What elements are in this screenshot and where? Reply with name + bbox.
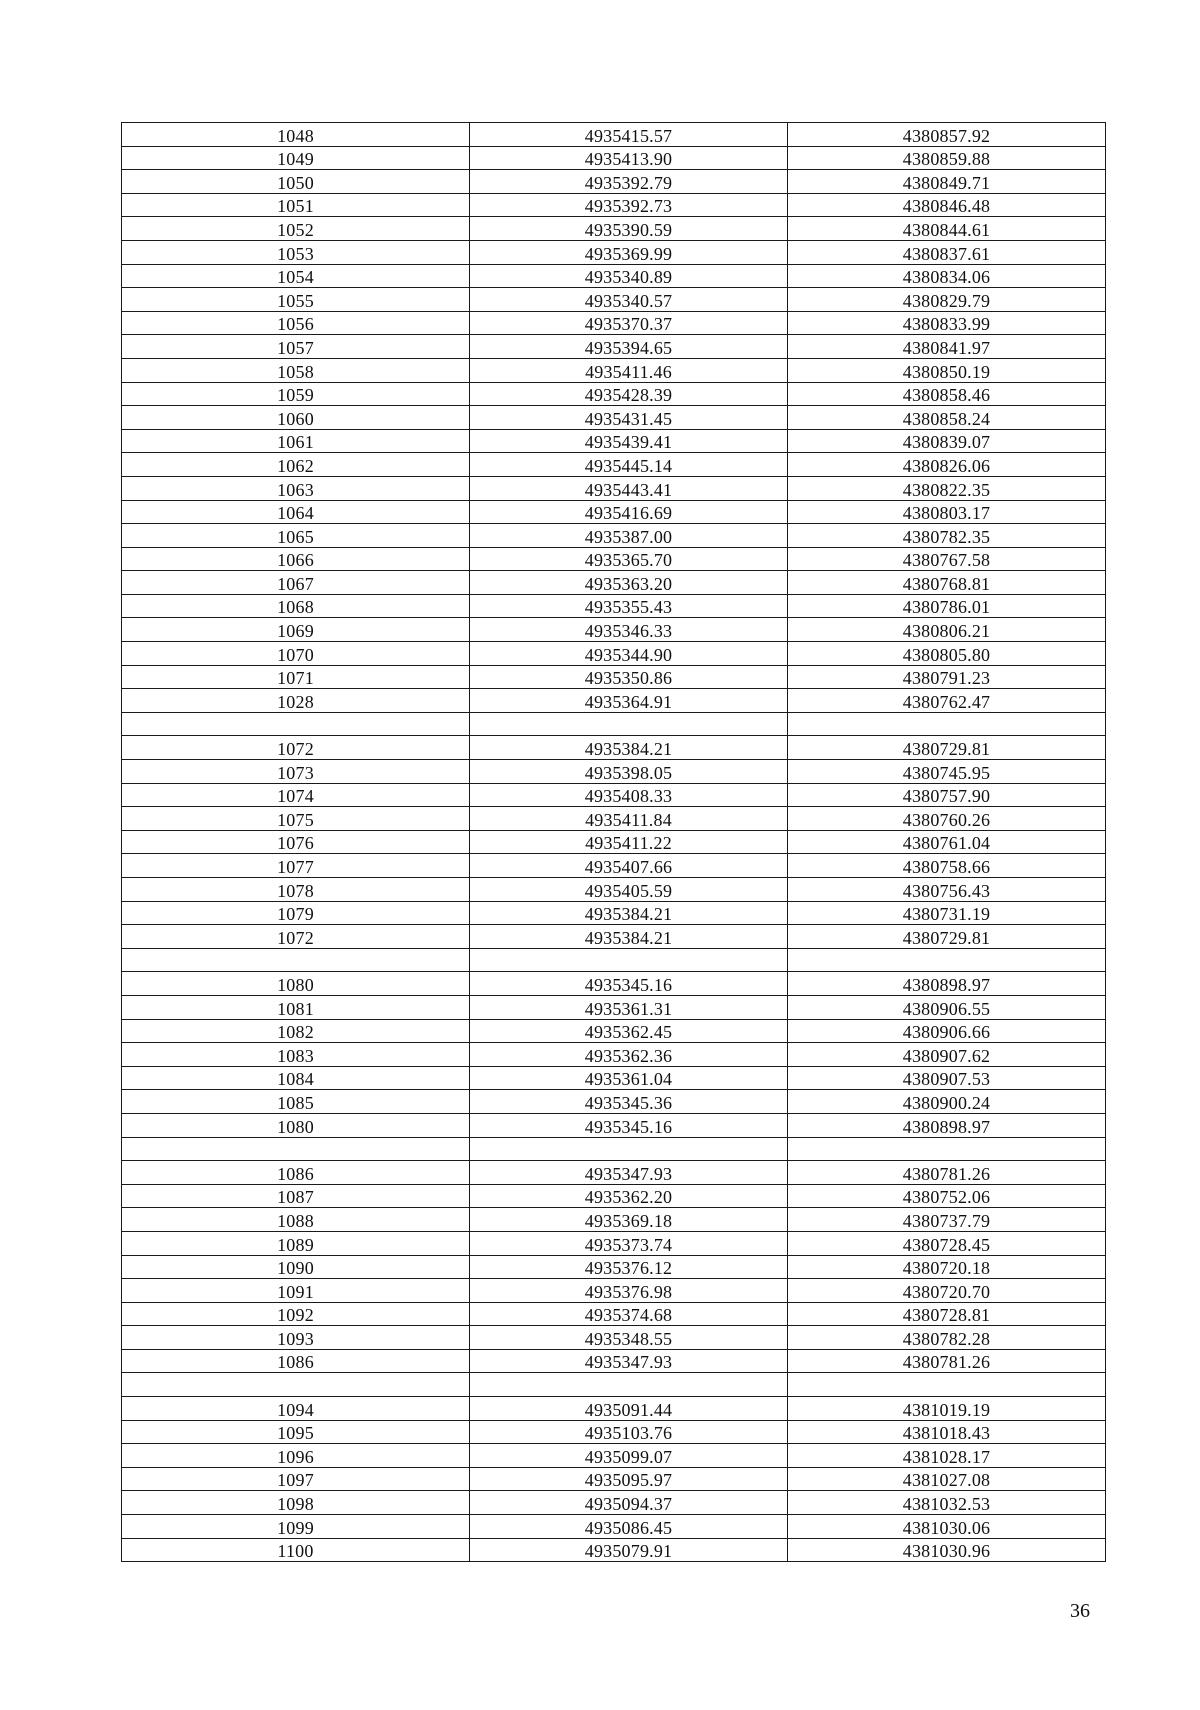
y-coordinate-cell: 4380858.24 — [788, 406, 1106, 430]
y-coordinate-cell: 4380782.35 — [788, 524, 1106, 548]
table-row — [122, 1326, 1106, 1350]
y-coordinate-cell: 4381028.17 — [788, 1444, 1106, 1468]
x-coordinate-cell: 4935345.16 — [470, 972, 788, 996]
y-coordinate-cell: 4380906.66 — [788, 1019, 1106, 1043]
x-coordinate-cell: 4935091.44 — [470, 1397, 788, 1421]
y-coordinate-cell: 4380805.80 — [788, 642, 1106, 666]
point-number-cell: 1080 — [122, 972, 470, 996]
x-coordinate-cell: 4935365.70 — [470, 547, 788, 571]
y-coordinate-cell: 4380803.17 — [788, 500, 1106, 524]
table-row — [122, 524, 1106, 548]
x-coordinate-cell: 4935095.97 — [470, 1467, 788, 1491]
y-coordinate-cell: 4380850.19 — [788, 358, 1106, 382]
y-coordinate-cell: 4380858.46 — [788, 382, 1106, 406]
point-number-cell: 1062 — [122, 453, 470, 477]
y-coordinate-cell: 4380786.01 — [788, 594, 1106, 618]
y-coordinate-cell: 4380829.79 — [788, 288, 1106, 312]
point-number-cell: 1066 — [122, 547, 470, 571]
y-coordinate-cell: 4380761.04 — [788, 830, 1106, 854]
y-coordinate-cell: 4380839.07 — [788, 429, 1106, 453]
x-coordinate-cell: 4935345.36 — [470, 1090, 788, 1114]
y-coordinate-cell: 4380745.95 — [788, 760, 1106, 784]
table-row — [122, 240, 1106, 264]
y-coordinate-cell: 4380833.99 — [788, 311, 1106, 335]
x-coordinate-cell: 4935439.41 — [470, 429, 788, 453]
point-number-cell: 1089 — [122, 1231, 470, 1255]
x-coordinate-cell: 4935345.16 — [470, 1113, 788, 1137]
point-number-cell: 1090 — [122, 1255, 470, 1279]
point-number-cell: 1064 — [122, 500, 470, 524]
y-coordinate-cell: 4380720.70 — [788, 1279, 1106, 1303]
point-number-cell: 1054 — [122, 264, 470, 288]
table-row — [122, 1255, 1106, 1279]
table-row — [122, 665, 1106, 689]
x-coordinate-cell: 4935362.20 — [470, 1184, 788, 1208]
table-row — [122, 170, 1106, 194]
x-coordinate-cell: 4935416.69 — [470, 500, 788, 524]
point-number-cell: 1072 — [122, 925, 470, 949]
point-number-cell: 1072 — [122, 736, 470, 760]
point-number-cell: 1081 — [122, 995, 470, 1019]
x-coordinate-cell: 4935398.05 — [470, 760, 788, 784]
table-row — [122, 571, 1106, 595]
point-number-cell: 1061 — [122, 429, 470, 453]
x-coordinate-cell: 4935340.89 — [470, 264, 788, 288]
point-number-cell: 1096 — [122, 1444, 470, 1468]
table-row — [122, 1349, 1106, 1373]
point-number-cell: 1088 — [122, 1208, 470, 1232]
point-number-cell: 1099 — [122, 1515, 470, 1539]
y-coordinate-cell: 4380826.06 — [788, 453, 1106, 477]
point-number-cell: 1074 — [122, 783, 470, 807]
x-coordinate-cell: 4935344.90 — [470, 642, 788, 666]
table-row — [122, 1066, 1106, 1090]
y-coordinate-cell: 4380859.88 — [788, 146, 1106, 170]
x-coordinate-cell: 4935390.59 — [470, 217, 788, 241]
table-row — [122, 925, 1106, 949]
point-number-cell: 1095 — [122, 1420, 470, 1444]
y-coordinate-cell: 4380806.21 — [788, 618, 1106, 642]
x-coordinate-cell — [470, 948, 788, 972]
x-coordinate-cell: 4935411.84 — [470, 807, 788, 831]
x-coordinate-cell: 4935347.93 — [470, 1349, 788, 1373]
y-coordinate-cell: 4380728.45 — [788, 1231, 1106, 1255]
point-number-cell: 1057 — [122, 335, 470, 359]
x-coordinate-cell: 4935369.99 — [470, 240, 788, 264]
x-coordinate-cell: 4935443.41 — [470, 476, 788, 500]
table-row — [122, 618, 1106, 642]
x-coordinate-cell: 4935411.22 — [470, 830, 788, 854]
y-coordinate-cell: 4381027.08 — [788, 1467, 1106, 1491]
x-coordinate-cell: 4935361.04 — [470, 1066, 788, 1090]
table-row — [122, 217, 1106, 241]
point-number-cell: 1077 — [122, 854, 470, 878]
table-row — [122, 1420, 1106, 1444]
y-coordinate-cell: 4380837.61 — [788, 240, 1106, 264]
y-coordinate-cell: 4380782.28 — [788, 1326, 1106, 1350]
point-number-cell: 1078 — [122, 878, 470, 902]
y-coordinate-cell: 4380720.18 — [788, 1255, 1106, 1279]
table-row — [122, 193, 1106, 217]
y-coordinate-cell — [788, 712, 1106, 736]
point-number-cell: 1063 — [122, 476, 470, 500]
y-coordinate-cell: 4380841.97 — [788, 335, 1106, 359]
x-coordinate-cell: 4935363.20 — [470, 571, 788, 595]
y-coordinate-cell: 4381018.43 — [788, 1420, 1106, 1444]
x-coordinate-cell: 4935384.21 — [470, 736, 788, 760]
point-number-cell: 1084 — [122, 1066, 470, 1090]
table-row — [122, 1113, 1106, 1137]
y-coordinate-cell: 4380767.58 — [788, 547, 1106, 571]
point-number-cell: 1060 — [122, 406, 470, 430]
table-row — [122, 335, 1106, 359]
table-row — [122, 1444, 1106, 1468]
point-number-cell: 1065 — [122, 524, 470, 548]
x-coordinate-cell: 4935431.45 — [470, 406, 788, 430]
point-number-cell: 1028 — [122, 689, 470, 713]
table-row — [122, 642, 1106, 666]
point-number-cell: 1083 — [122, 1043, 470, 1067]
table-row — [122, 594, 1106, 618]
point-number-cell: 1049 — [122, 146, 470, 170]
y-coordinate-cell: 4380898.97 — [788, 1113, 1106, 1137]
point-number-cell: 1051 — [122, 193, 470, 217]
point-number-cell — [122, 1373, 470, 1397]
point-number-cell: 1091 — [122, 1279, 470, 1303]
table-separator-row — [122, 712, 1106, 736]
y-coordinate-cell: 4380781.26 — [788, 1349, 1106, 1373]
point-number-cell: 1075 — [122, 807, 470, 831]
x-coordinate-cell: 4935340.57 — [470, 288, 788, 312]
y-coordinate-cell — [788, 948, 1106, 972]
table-row — [122, 288, 1106, 312]
point-number-cell: 1086 — [122, 1349, 470, 1373]
table-row — [122, 547, 1106, 571]
x-coordinate-cell: 4935086.45 — [470, 1515, 788, 1539]
table-row — [122, 429, 1106, 453]
page-number: 36 — [1070, 1600, 1090, 1622]
point-number-cell: 1071 — [122, 665, 470, 689]
y-coordinate-cell: 4380752.06 — [788, 1184, 1106, 1208]
table-row — [122, 878, 1106, 902]
x-coordinate-cell: 4935384.21 — [470, 925, 788, 949]
table-row — [122, 1043, 1106, 1067]
y-coordinate-cell: 4380757.90 — [788, 783, 1106, 807]
x-coordinate-cell: 4935376.12 — [470, 1255, 788, 1279]
table-row — [122, 1279, 1106, 1303]
point-number-cell: 1080 — [122, 1113, 470, 1137]
table-row — [122, 453, 1106, 477]
table-row — [122, 123, 1106, 147]
point-number-cell: 1056 — [122, 311, 470, 335]
x-coordinate-cell: 4935103.76 — [470, 1420, 788, 1444]
y-coordinate-cell: 4380781.26 — [788, 1161, 1106, 1185]
point-number-cell — [122, 712, 470, 736]
x-coordinate-cell: 4935407.66 — [470, 854, 788, 878]
table-row — [122, 783, 1106, 807]
y-coordinate-cell: 4380846.48 — [788, 193, 1106, 217]
table-row — [122, 807, 1106, 831]
y-coordinate-cell: 4380834.06 — [788, 264, 1106, 288]
x-coordinate-cell: 4935411.46 — [470, 358, 788, 382]
x-coordinate-cell: 4935428.39 — [470, 382, 788, 406]
x-coordinate-cell: 4935099.07 — [470, 1444, 788, 1468]
point-number-cell: 1068 — [122, 594, 470, 618]
coordinates-table — [121, 122, 1106, 1562]
table-row — [122, 972, 1106, 996]
table-row — [122, 1208, 1106, 1232]
x-coordinate-cell: 4935394.65 — [470, 335, 788, 359]
table-row — [122, 1231, 1106, 1255]
point-number-cell: 1067 — [122, 571, 470, 595]
x-coordinate-cell: 4935405.59 — [470, 878, 788, 902]
x-coordinate-cell: 4935408.33 — [470, 783, 788, 807]
point-number-cell: 1082 — [122, 1019, 470, 1043]
y-coordinate-cell: 4380729.81 — [788, 736, 1106, 760]
x-coordinate-cell: 4935361.31 — [470, 995, 788, 1019]
y-coordinate-cell — [788, 1137, 1106, 1161]
table-row — [122, 689, 1106, 713]
x-coordinate-cell: 4935347.93 — [470, 1161, 788, 1185]
y-coordinate-cell: 4380857.92 — [788, 123, 1106, 147]
table-row — [122, 382, 1106, 406]
table-row — [122, 1491, 1106, 1515]
x-coordinate-cell: 4935094.37 — [470, 1491, 788, 1515]
point-number-cell: 1076 — [122, 830, 470, 854]
x-coordinate-cell: 4935364.91 — [470, 689, 788, 713]
y-coordinate-cell: 4380737.79 — [788, 1208, 1106, 1232]
table-row — [122, 264, 1106, 288]
table-row — [122, 1090, 1106, 1114]
point-number-cell: 1053 — [122, 240, 470, 264]
y-coordinate-cell: 4380728.81 — [788, 1302, 1106, 1326]
point-number-cell: 1079 — [122, 901, 470, 925]
table-row — [122, 358, 1106, 382]
x-coordinate-cell — [470, 712, 788, 736]
table-row — [122, 1161, 1106, 1185]
point-number-cell: 1059 — [122, 382, 470, 406]
y-coordinate-cell: 4380760.26 — [788, 807, 1106, 831]
point-number-cell: 1092 — [122, 1302, 470, 1326]
table-separator-row — [122, 948, 1106, 972]
point-number-cell: 1093 — [122, 1326, 470, 1350]
table-row — [122, 830, 1106, 854]
point-number-cell: 1052 — [122, 217, 470, 241]
y-coordinate-cell: 4380822.35 — [788, 476, 1106, 500]
x-coordinate-cell: 4935370.37 — [470, 311, 788, 335]
point-number-cell: 1048 — [122, 123, 470, 147]
y-coordinate-cell: 4380844.61 — [788, 217, 1106, 241]
x-coordinate-cell: 4935362.45 — [470, 1019, 788, 1043]
y-coordinate-cell: 4380849.71 — [788, 170, 1106, 194]
table-row — [122, 1302, 1106, 1326]
x-coordinate-cell: 4935445.14 — [470, 453, 788, 477]
x-coordinate-cell: 4935373.74 — [470, 1231, 788, 1255]
point-number-cell: 1100 — [122, 1538, 470, 1562]
coordinates-table-body — [122, 123, 1106, 1562]
point-number-cell: 1058 — [122, 358, 470, 382]
x-coordinate-cell: 4935355.43 — [470, 594, 788, 618]
table-row — [122, 995, 1106, 1019]
y-coordinate-cell: 4380900.24 — [788, 1090, 1106, 1114]
x-coordinate-cell: 4935374.68 — [470, 1302, 788, 1326]
table-row — [122, 1019, 1106, 1043]
table-separator-row — [122, 1373, 1106, 1397]
x-coordinate-cell: 4935392.79 — [470, 170, 788, 194]
table-row — [122, 736, 1106, 760]
y-coordinate-cell: 4380762.47 — [788, 689, 1106, 713]
point-number-cell: 1073 — [122, 760, 470, 784]
x-coordinate-cell: 4935387.00 — [470, 524, 788, 548]
table-row — [122, 500, 1106, 524]
point-number-cell: 1070 — [122, 642, 470, 666]
y-coordinate-cell: 4380898.97 — [788, 972, 1106, 996]
y-coordinate-cell: 4380768.81 — [788, 571, 1106, 595]
y-coordinate-cell: 4380758.66 — [788, 854, 1106, 878]
table-row — [122, 406, 1106, 430]
y-coordinate-cell: 4381019.19 — [788, 1397, 1106, 1421]
y-coordinate-cell — [788, 1373, 1106, 1397]
x-coordinate-cell: 4935079.91 — [470, 1538, 788, 1562]
point-number-cell — [122, 1137, 470, 1161]
y-coordinate-cell: 4380729.81 — [788, 925, 1106, 949]
table-row — [122, 311, 1106, 335]
table-row — [122, 1184, 1106, 1208]
table-row — [122, 760, 1106, 784]
point-number-cell: 1098 — [122, 1491, 470, 1515]
x-coordinate-cell: 4935384.21 — [470, 901, 788, 925]
x-coordinate-cell: 4935392.73 — [470, 193, 788, 217]
y-coordinate-cell: 4381030.96 — [788, 1538, 1106, 1562]
y-coordinate-cell: 4381032.53 — [788, 1491, 1106, 1515]
table-row — [122, 854, 1106, 878]
y-coordinate-cell: 4380907.53 — [788, 1066, 1106, 1090]
x-coordinate-cell: 4935362.36 — [470, 1043, 788, 1067]
table-row — [122, 1397, 1106, 1421]
point-number-cell: 1086 — [122, 1161, 470, 1185]
x-coordinate-cell: 4935376.98 — [470, 1279, 788, 1303]
table-row — [122, 1538, 1106, 1562]
x-coordinate-cell: 4935348.55 — [470, 1326, 788, 1350]
x-coordinate-cell — [470, 1373, 788, 1397]
y-coordinate-cell: 4380791.23 — [788, 665, 1106, 689]
table-row — [122, 901, 1106, 925]
table-separator-row — [122, 1137, 1106, 1161]
y-coordinate-cell: 4381030.06 — [788, 1515, 1106, 1539]
x-coordinate-cell: 4935415.57 — [470, 123, 788, 147]
table-row — [122, 146, 1106, 170]
point-number-cell: 1055 — [122, 288, 470, 312]
point-number-cell: 1087 — [122, 1184, 470, 1208]
y-coordinate-cell: 4380756.43 — [788, 878, 1106, 902]
y-coordinate-cell: 4380731.19 — [788, 901, 1106, 925]
point-number-cell: 1050 — [122, 170, 470, 194]
x-coordinate-cell: 4935369.18 — [470, 1208, 788, 1232]
point-number-cell: 1085 — [122, 1090, 470, 1114]
point-number-cell: 1069 — [122, 618, 470, 642]
x-coordinate-cell: 4935350.86 — [470, 665, 788, 689]
y-coordinate-cell: 4380907.62 — [788, 1043, 1106, 1067]
point-number-cell — [122, 948, 470, 972]
x-coordinate-cell: 4935346.33 — [470, 618, 788, 642]
y-coordinate-cell: 4380906.55 — [788, 995, 1106, 1019]
table-row — [122, 1467, 1106, 1491]
table-row — [122, 1515, 1106, 1539]
x-coordinate-cell — [470, 1137, 788, 1161]
point-number-cell: 1097 — [122, 1467, 470, 1491]
point-number-cell: 1094 — [122, 1397, 470, 1421]
x-coordinate-cell: 4935413.90 — [470, 146, 788, 170]
table-row — [122, 476, 1106, 500]
